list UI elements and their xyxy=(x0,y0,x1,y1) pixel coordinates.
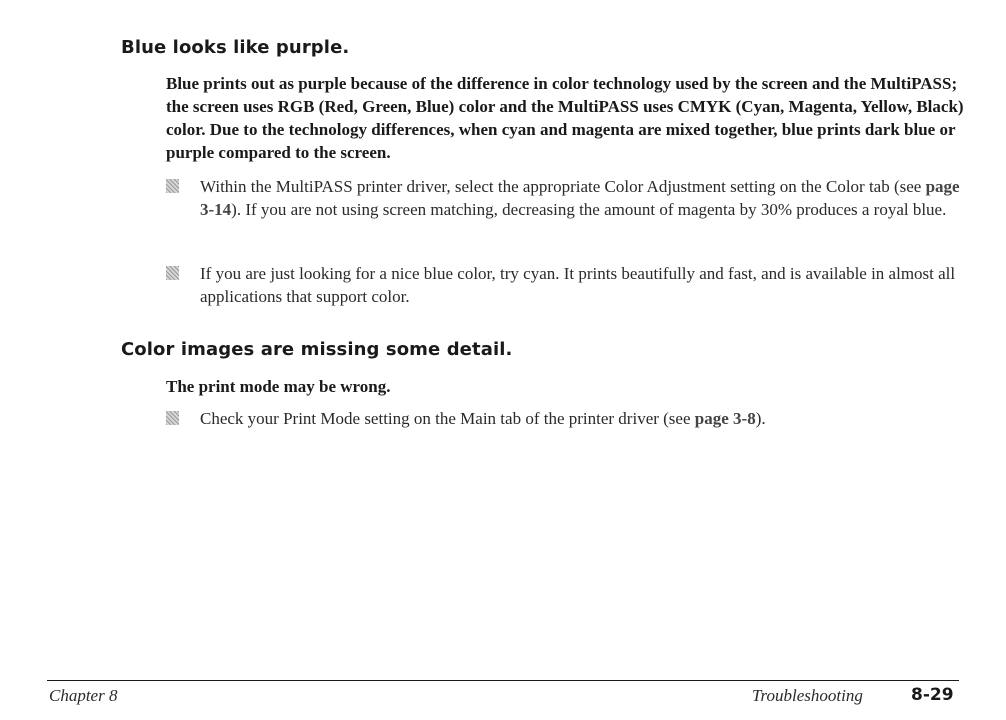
bullet-text: Within the MultiPASS printer driver, select the appropriate Color Adjustment setting on the Color tab (see page 3-14). If you are not using screen matching, decreasing the amount of magenta by 30% produces a royal blue. xyxy=(200,177,960,219)
section-heading-missing-detail: Color images are missing some detail. xyxy=(121,339,513,360)
section-heading-blue-purple: Blue looks like purple. xyxy=(121,37,350,58)
list-item xyxy=(166,407,966,430)
page-reference-link[interactable]: page 3-14 xyxy=(200,177,960,219)
footer-page-number: 8-29 xyxy=(911,685,954,705)
section-lead-missing-detail: The print mode may be wrong. xyxy=(166,377,391,396)
bullet-icon xyxy=(166,179,179,193)
footer-divider xyxy=(47,680,959,681)
section-lead-blue-purple: Blue prints out as purple because of the difference in color technology used by the screen and the MultiPASS; the screen uses RGB (Red, Green, Blue) color and the MultiPASS uses CMYK (Cyan, Magenta, Yellow, Black) color. Due to the technology differences, when cyan and magenta are mixed together, blue prints dark blue or purple compared to the screen. xyxy=(166,74,964,162)
bullet-icon xyxy=(166,266,179,280)
bullet-text: If you are just looking for a nice blue color, try cyan. It prints beautifully and fast, and is available in almost all applications that support color. xyxy=(200,264,956,306)
footer-section-title: Troubleshooting xyxy=(752,686,863,705)
bullet-text: Check your Print Mode setting on the Main tab of the printer driver (see page 3-8). xyxy=(200,409,766,428)
footer-chapter: Chapter 8 xyxy=(49,686,118,705)
bullet-icon xyxy=(166,411,179,425)
list-item xyxy=(166,262,966,308)
list-item xyxy=(166,175,966,221)
page-reference-link[interactable]: page 3-8 xyxy=(694,409,756,428)
